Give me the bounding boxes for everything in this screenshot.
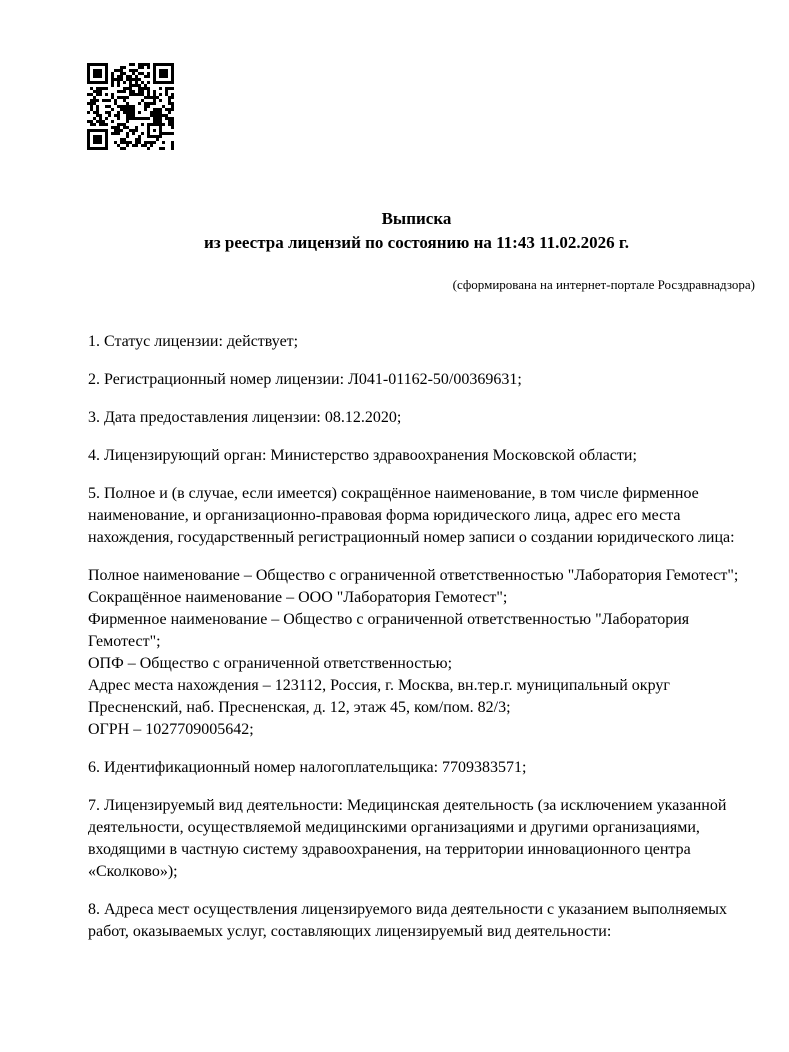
paragraph-line: деятельности, осуществляемой медицинскими организациями и другими организациями,	[88, 819, 700, 836]
paragraph-line: 8. Адреса мест осуществления лицензируемого вида деятельности с указанием выполняемых	[88, 901, 728, 918]
item-1-license-status	[88, 331, 745, 353]
document-title-line1: Выписка	[381, 209, 452, 228]
paragraph-line: ОГРН – 1027709005642;	[88, 721, 254, 738]
paragraph-line: Сокращённое наименование – ООО "Лаборатория Гемотест";	[88, 589, 508, 606]
paragraph-line: 2. Регистрационный номер лицензии: Л041-01162-50/00369631;	[88, 371, 522, 388]
item-3-grant-date	[88, 407, 745, 429]
paragraph-line: работ, оказываемых услуг, составляющих лицензируемый вид деятельности:	[88, 923, 612, 940]
item-7-licensed-activity	[88, 795, 745, 883]
document-content	[88, 207, 755, 943]
paragraph-line: Полное наименование – Общество с ограниченной ответственностью "Лаборатория Гемотест";	[88, 567, 739, 584]
document-body	[88, 331, 745, 943]
paragraph-line: Адрес места нахождения – 123112, Россия, г. Москва, вн.тер.г. муниципальный округ	[88, 677, 670, 694]
paragraph-line: «Сколково»);	[88, 863, 178, 880]
item-6-taxpayer-id	[88, 757, 745, 779]
paragraph-line: наименование, и организационно-правовая форма юридического лица, адрес его места	[88, 507, 681, 524]
qr-code-icon	[87, 63, 174, 150]
organization-details	[88, 565, 745, 741]
paragraph-line: 6. Идентификационный номер налогоплательщика: 7709383571;	[88, 759, 527, 776]
document-subtitle: (сформирована на интернет-портале Росздравнадзора)	[452, 277, 755, 292]
paragraph-line: 4. Лицензирующий орган: Министерство здравоохранения Московской области;	[88, 447, 637, 464]
paragraph-line: Пресненский, наб. Пресненская, д. 12, этаж 45, ком/пом. 82/3;	[88, 699, 511, 716]
paragraph-line: входящими в частную систему здравоохранения, на территории инновационного центра	[88, 841, 691, 858]
paragraph-line: 5. Полное и (в случае, если имеется) сокращённое наименование, в том числе фирменное	[88, 485, 699, 502]
document-title-line2: из реестра лицензий по состоянию на 11:43 11.02.2026 г.	[204, 233, 629, 252]
item-2-registration-number	[88, 369, 745, 391]
paragraph-line: Фирменное наименование – Общество с ограниченной ответственностью "Лаборатория	[88, 611, 690, 628]
paragraph-line: 7. Лицензируемый вид деятельности: Медицинская деятельность (за исключением указанной	[88, 797, 727, 814]
paragraph-line: 1. Статус лицензии: действует;	[88, 333, 299, 350]
qr-code-container	[0, 0, 789, 150]
document-title	[88, 207, 745, 255]
item-8-activity-addresses-heading	[88, 899, 745, 943]
item-4-licensing-authority	[88, 445, 745, 467]
paragraph-line: нахождения, государственный регистрационный номер записи о создании юридического лица:	[88, 529, 735, 546]
paragraph-line: ОПФ – Общество с ограниченной ответственностью;	[88, 655, 453, 672]
item-5-organization-heading	[88, 483, 745, 549]
paragraph-line: 3. Дата предоставления лицензии: 08.12.2020;	[88, 409, 402, 426]
paragraph-line: Гемотест";	[88, 633, 161, 650]
